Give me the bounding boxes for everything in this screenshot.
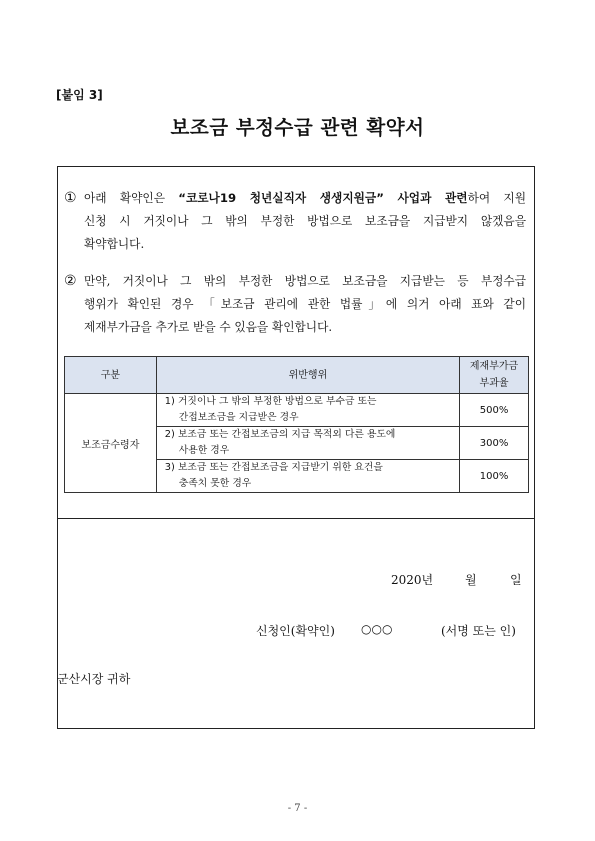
program-name: “코로나19 청년실직자 생생지원금” 사업과 관련 xyxy=(178,191,468,205)
header-violation: 위반행위 xyxy=(156,357,459,394)
clause-1-line-2: 신청 시 거짓이나 그 밖의 부정한 방법으로 보조금을 지급받지 않겠음을 xyxy=(84,214,526,228)
header-rate-line-2: 부과율 xyxy=(479,378,509,389)
recipient: 군산시장 귀하 xyxy=(57,672,131,686)
violation-line: 1) 거짓이나 그 밖의 부정한 방법으로 부수금 또는 xyxy=(164,396,377,407)
table-row xyxy=(65,394,529,427)
header-category: 구분 xyxy=(65,357,157,394)
clause-2-number: ② xyxy=(64,273,77,289)
violation-cell xyxy=(156,427,459,460)
date-month: 월 xyxy=(465,573,477,587)
clause-2-line-2: 행위가 확인된 경우 「보조금 관리에 관한 법률」에 의거 아래 표와 같이 xyxy=(84,297,526,311)
rate-cell: 300% xyxy=(460,427,529,460)
clause-2 xyxy=(64,270,526,339)
penalty-table xyxy=(64,356,529,493)
header-rate-line-1: 제재부가금 xyxy=(469,361,519,372)
violation-line: 사용한 경우 xyxy=(178,445,230,456)
clause-1-line-3: 확약합니다. xyxy=(84,237,145,251)
signer-name: ○○○ xyxy=(361,622,393,636)
date-day: 일 xyxy=(510,573,522,587)
document-title: 보조금 부정수급 관련 확약서 xyxy=(170,116,425,139)
signature-note: (서명 또는 인) xyxy=(441,624,516,638)
table-header-row xyxy=(65,357,529,394)
attachment-label: [붙임 3] xyxy=(56,88,103,102)
clause-1 xyxy=(64,187,526,256)
date-year: 2020년 xyxy=(391,573,434,587)
violation-line: 충족치 못한 경우 xyxy=(178,478,252,489)
category-cell: 보조금수령자 xyxy=(65,394,157,493)
violation-line: 간접보조금을 지급받은 경우 xyxy=(178,412,299,423)
signer-label: 신청인(확약인) xyxy=(256,624,335,638)
clause-1-line-1 xyxy=(64,187,526,210)
clause-2-line-3: 제재부가금을 추가로 받을 수 있음을 확인합니다. xyxy=(84,320,333,334)
violation-line: 3) 보조금 또는 간접보조금을 지급받기 위한 요건을 xyxy=(164,462,383,473)
box-divider xyxy=(57,518,535,519)
page-number: - 7 - xyxy=(287,803,308,814)
clause-1-number: ① xyxy=(64,190,77,206)
header-rate xyxy=(460,357,529,394)
violation-cell xyxy=(156,394,459,427)
rate-cell: 500% xyxy=(460,394,529,427)
clause-2-line-1: 만약, 거짓이나 그 밖의 부정한 방법으로 보조금을 지급받는 등 부정수급 xyxy=(84,274,526,288)
violation-cell xyxy=(156,460,459,493)
violation-line: 2) 보조금 또는 간접보조금의 지급 목적외 다른 용도에 xyxy=(164,429,396,440)
clause-1-text-post: 하여 지원 xyxy=(467,191,526,205)
clause-1-text-pre: 아래 확약인은 xyxy=(84,191,179,205)
rate-cell: 100% xyxy=(460,460,529,493)
